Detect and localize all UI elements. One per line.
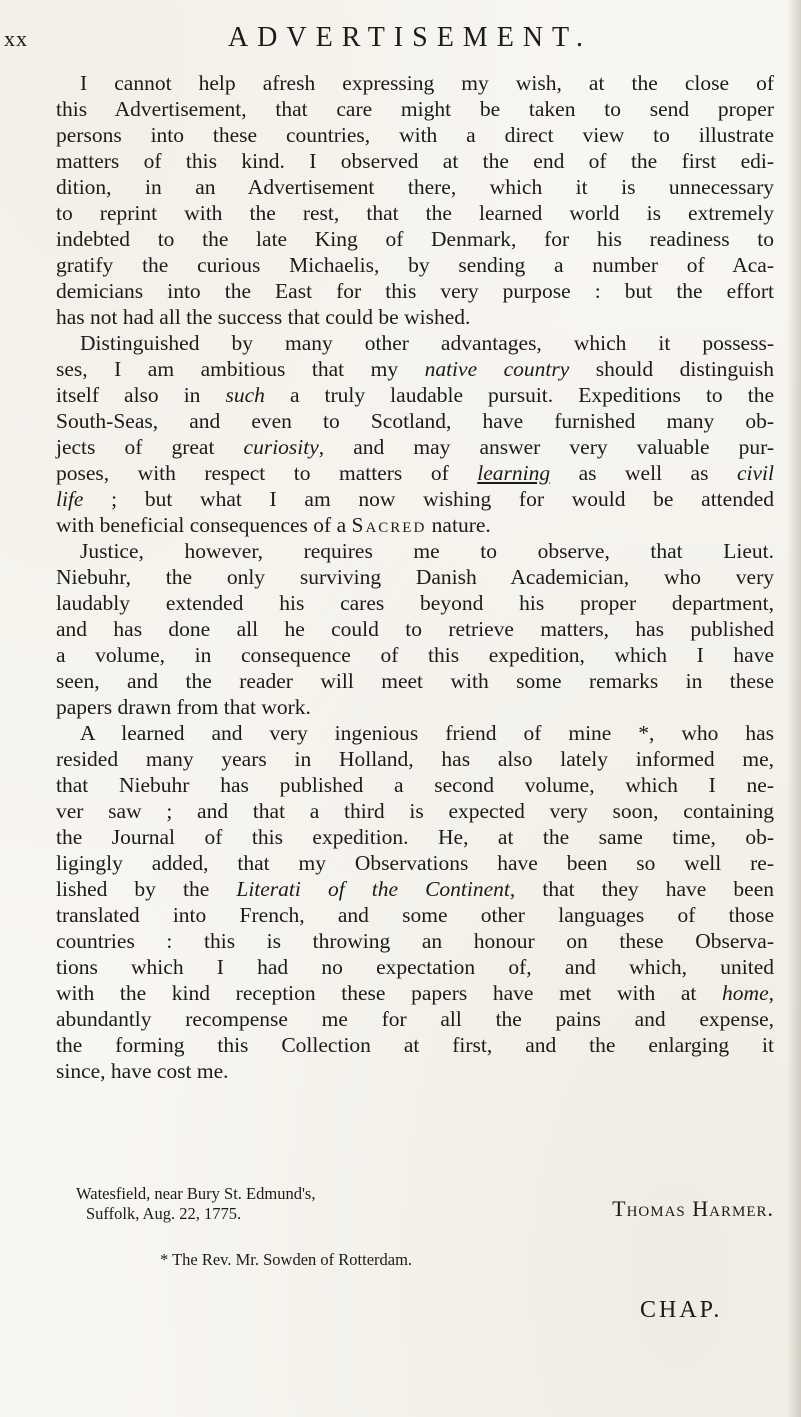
text-line: gratify the curious Michaelis, by sending a number of Aca- bbox=[56, 253, 774, 277]
text-line: a volume, in consequence of this expedition, which I have bbox=[56, 643, 774, 667]
text-line: to reprint with the rest, that the learned world is extremely bbox=[56, 201, 774, 225]
body-text bbox=[56, 70, 774, 1084]
italic-phrase: life bbox=[56, 487, 84, 511]
text-line: matters of this kind. I observed at the end of the first edi- bbox=[56, 149, 774, 173]
page-edge-shadow bbox=[787, 0, 801, 1417]
text-line: ses, I am ambitious that my native country should distinguish bbox=[56, 357, 775, 381]
text-line: that Niebuhr has published a second volume, which I ne- bbox=[56, 773, 774, 797]
italic-phrase: native country bbox=[424, 357, 570, 381]
italic-phrase: such bbox=[225, 383, 265, 407]
place-and-date bbox=[76, 1184, 315, 1224]
text-line: has not had all the success that could be wished. bbox=[56, 305, 471, 329]
text-line: countries : this is throwing an honour on these Observa- bbox=[56, 929, 774, 953]
signature-block bbox=[56, 1184, 774, 1236]
text-line: with the kind reception these papers have met with at home, bbox=[56, 981, 774, 1005]
text-line: with beneficial consequences of a Sacred nature. bbox=[56, 513, 491, 537]
text-line: indebted to the late King of Denmark, for his readiness to bbox=[56, 227, 774, 251]
text-line: Justice, however, requires me to observe, that Lieut. bbox=[80, 539, 774, 563]
author-name: Thomas Harmer. bbox=[612, 1196, 774, 1221]
text-line: ver saw ; and that a third is expected very soon, containing bbox=[56, 799, 774, 823]
text-line: dition, in an Advertisement there, which it is unnecessary bbox=[56, 175, 774, 199]
text-line: I cannot help afresh expressing my wish, at the close of bbox=[80, 71, 774, 95]
text-line: persons into these countries, with a direct view to illustrate bbox=[56, 123, 774, 147]
page-number: xx bbox=[4, 26, 28, 51]
running-head: ADVERTISEMENT. bbox=[227, 22, 593, 53]
text-line: and has done all he could to retrieve matters, has published bbox=[56, 617, 774, 641]
text-line: Niebuhr, the only surviving Danish Academician, who very bbox=[56, 565, 774, 589]
italic-phrase: home bbox=[722, 981, 769, 1005]
text-line: papers drawn from that work. bbox=[56, 695, 311, 719]
text-line: life ; but what I am now wishing for would be attended bbox=[56, 487, 774, 511]
text-line: ligingly added, that my Observations have been so well re- bbox=[56, 851, 774, 875]
italic-phrase: civil bbox=[736, 461, 774, 485]
text-line: translated into French, and some other languages of those bbox=[56, 903, 774, 927]
text-line: South-Seas, and even to Scotland, have furnished many ob- bbox=[56, 409, 774, 433]
text-line: itself also in such a truly laudable pursuit. Expeditions to the bbox=[56, 383, 774, 407]
text-line: this Advertisement, that care might be taken to send proper bbox=[56, 97, 774, 121]
italic-phrase: Literati of the Continent bbox=[236, 877, 510, 901]
text-line: tions which I had no expectation of, and which, united bbox=[56, 955, 774, 979]
text-line: lished by the Literati of the Continent, that they have been bbox=[56, 877, 774, 901]
text-line: poses, with respect to matters of learning as well as civil bbox=[56, 461, 774, 485]
italic-phrase: learning bbox=[477, 461, 551, 485]
italic-phrase: curiosity bbox=[243, 435, 319, 459]
date-line: Suffolk, Aug. 22, 1775. bbox=[86, 1204, 242, 1223]
text-line: Distinguished by many other advantages, which it possess- bbox=[80, 331, 774, 355]
text-line: laudably extended his cares beyond his proper department, bbox=[56, 591, 774, 615]
small-caps-word: Sacred bbox=[351, 513, 427, 537]
catchword: CHAP. bbox=[640, 1297, 723, 1323]
text-line: the forming this Collection at first, and the enlarging it bbox=[56, 1033, 774, 1057]
text-line: abundantly recompense me for all the pains and expense, bbox=[56, 1007, 774, 1031]
place-line: Watesfield, near Bury St. Edmund's, bbox=[76, 1184, 316, 1203]
text-line: the Journal of this expedition. He, at the same time, ob- bbox=[56, 825, 774, 849]
text-line: since, have cost me. bbox=[56, 1059, 229, 1083]
text-line: A learned and very ingenious friend of mine *, who has bbox=[80, 721, 774, 745]
text-line: resided many years in Holland, has also lately informed me, bbox=[56, 747, 774, 771]
footnote: * The Rev. Mr. Sowden of Rotterdam. bbox=[160, 1250, 413, 1269]
text-line: seen, and the reader will meet with some remarks in these bbox=[56, 669, 774, 693]
text-line: jects of great curiosity, and may answer very valuable pur- bbox=[56, 435, 774, 459]
text-line: demicians into the East for this very purpose : but the effort bbox=[56, 279, 774, 303]
